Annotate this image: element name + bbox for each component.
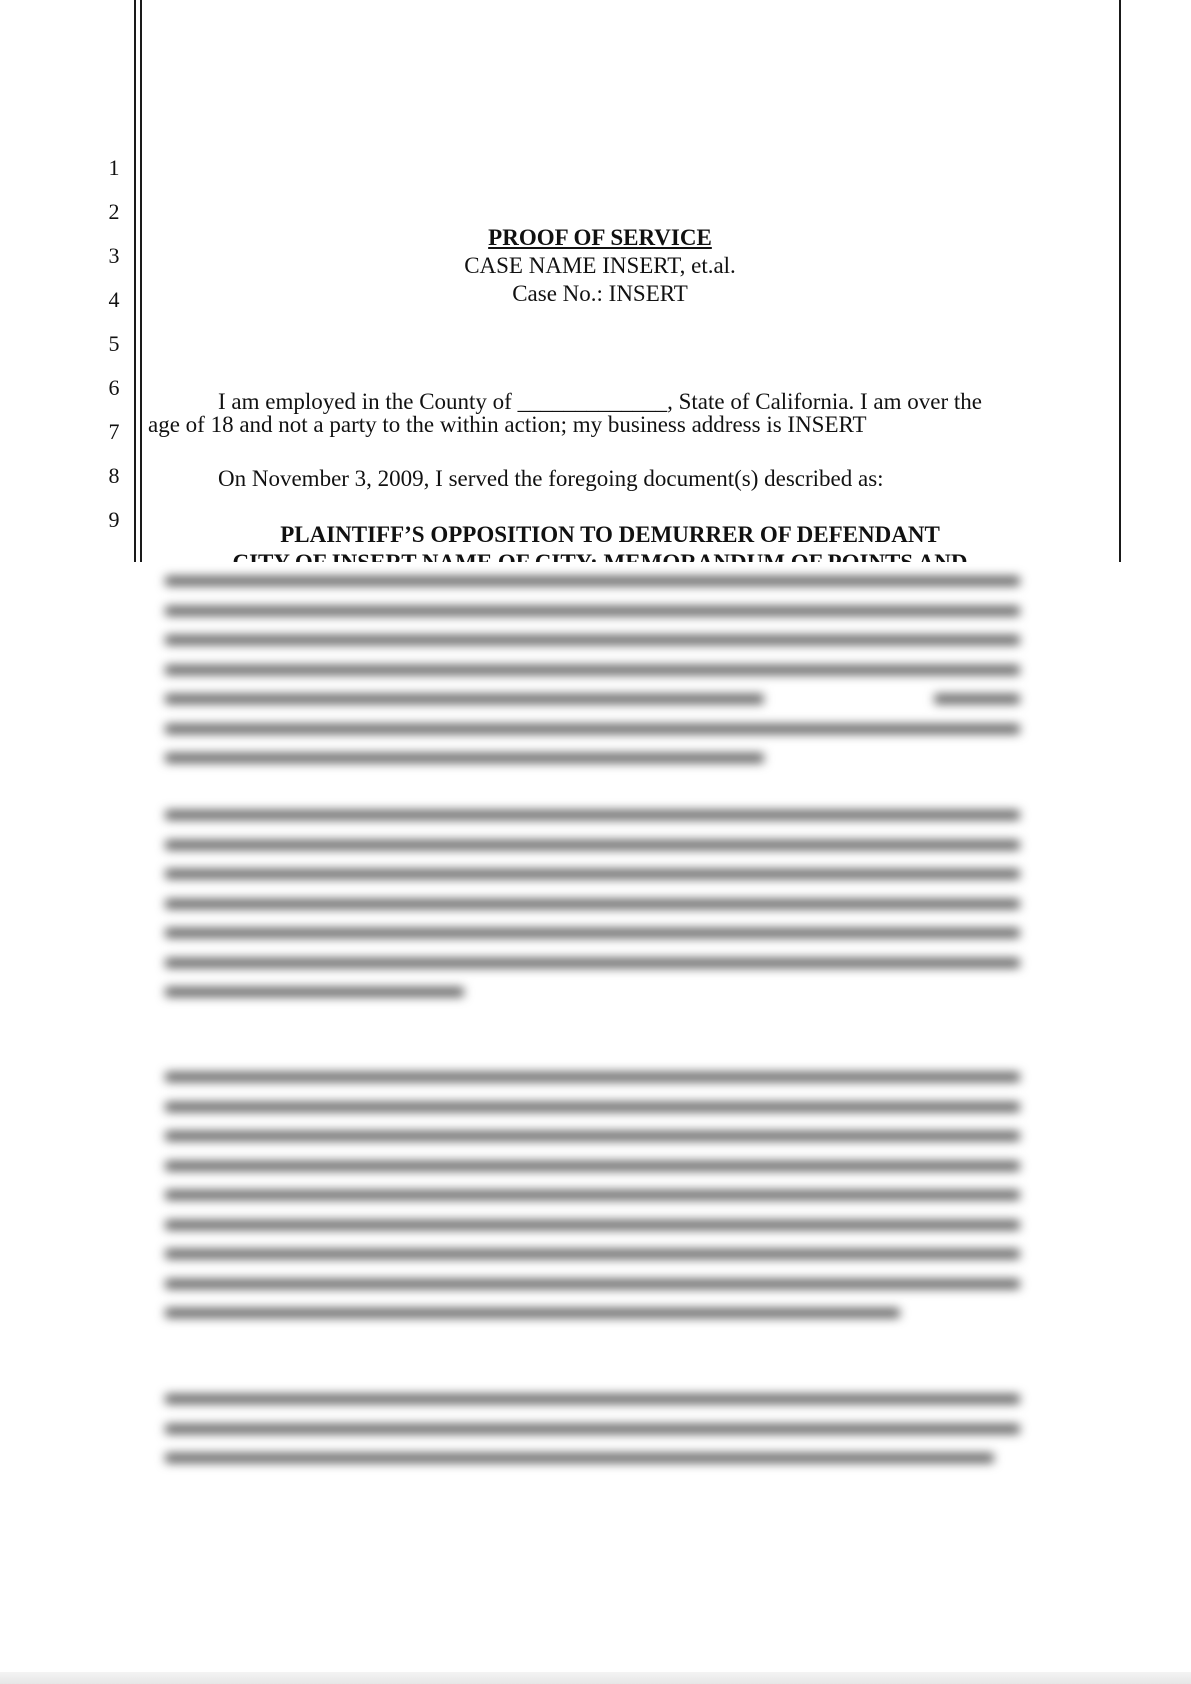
employment-statement-line-1: I am employed in the County of _____________, State of California. I am over the — [218, 389, 982, 414]
pleading-rule-right — [1119, 0, 1121, 562]
case-number: Case No.: INSERT — [512, 281, 688, 306]
employment-statement-line-2: age of 18 and not a party to the within action; my business address is INSERT — [148, 412, 867, 437]
blurred-paragraph — [165, 576, 1020, 783]
served-document-title: PLAINTIFF’S OPPOSITION TO DEMURRER OF DEFENDANT — [280, 522, 940, 547]
service-statement: On November 3, 2009, I served the foregoing document(s) described as: — [218, 466, 884, 491]
pleading-rule-left-outer — [134, 0, 136, 562]
line-number: 2 — [108, 199, 120, 224]
line-number: 6 — [108, 375, 120, 400]
blurred-paragraph — [165, 810, 1020, 1017]
blurred-paragraph — [165, 1394, 1020, 1483]
line-number: 1 — [108, 155, 120, 180]
page-title: PROOF OF SERVICE — [488, 225, 712, 250]
line-number: 9 — [108, 507, 120, 532]
line-number: 3 — [108, 243, 120, 268]
case-name: CASE NAME INSERT, et.al. — [464, 253, 736, 278]
pleading-rule-left-inner — [140, 0, 142, 562]
line-number: 5 — [108, 331, 120, 356]
blurred-preview-region — [0, 562, 1191, 1662]
blurred-paragraph — [165, 1072, 1020, 1338]
line-number: 4 — [108, 287, 120, 312]
line-number: 8 — [108, 463, 120, 488]
line-number: 7 — [108, 419, 120, 444]
page-bottom-edge — [0, 1672, 1191, 1684]
